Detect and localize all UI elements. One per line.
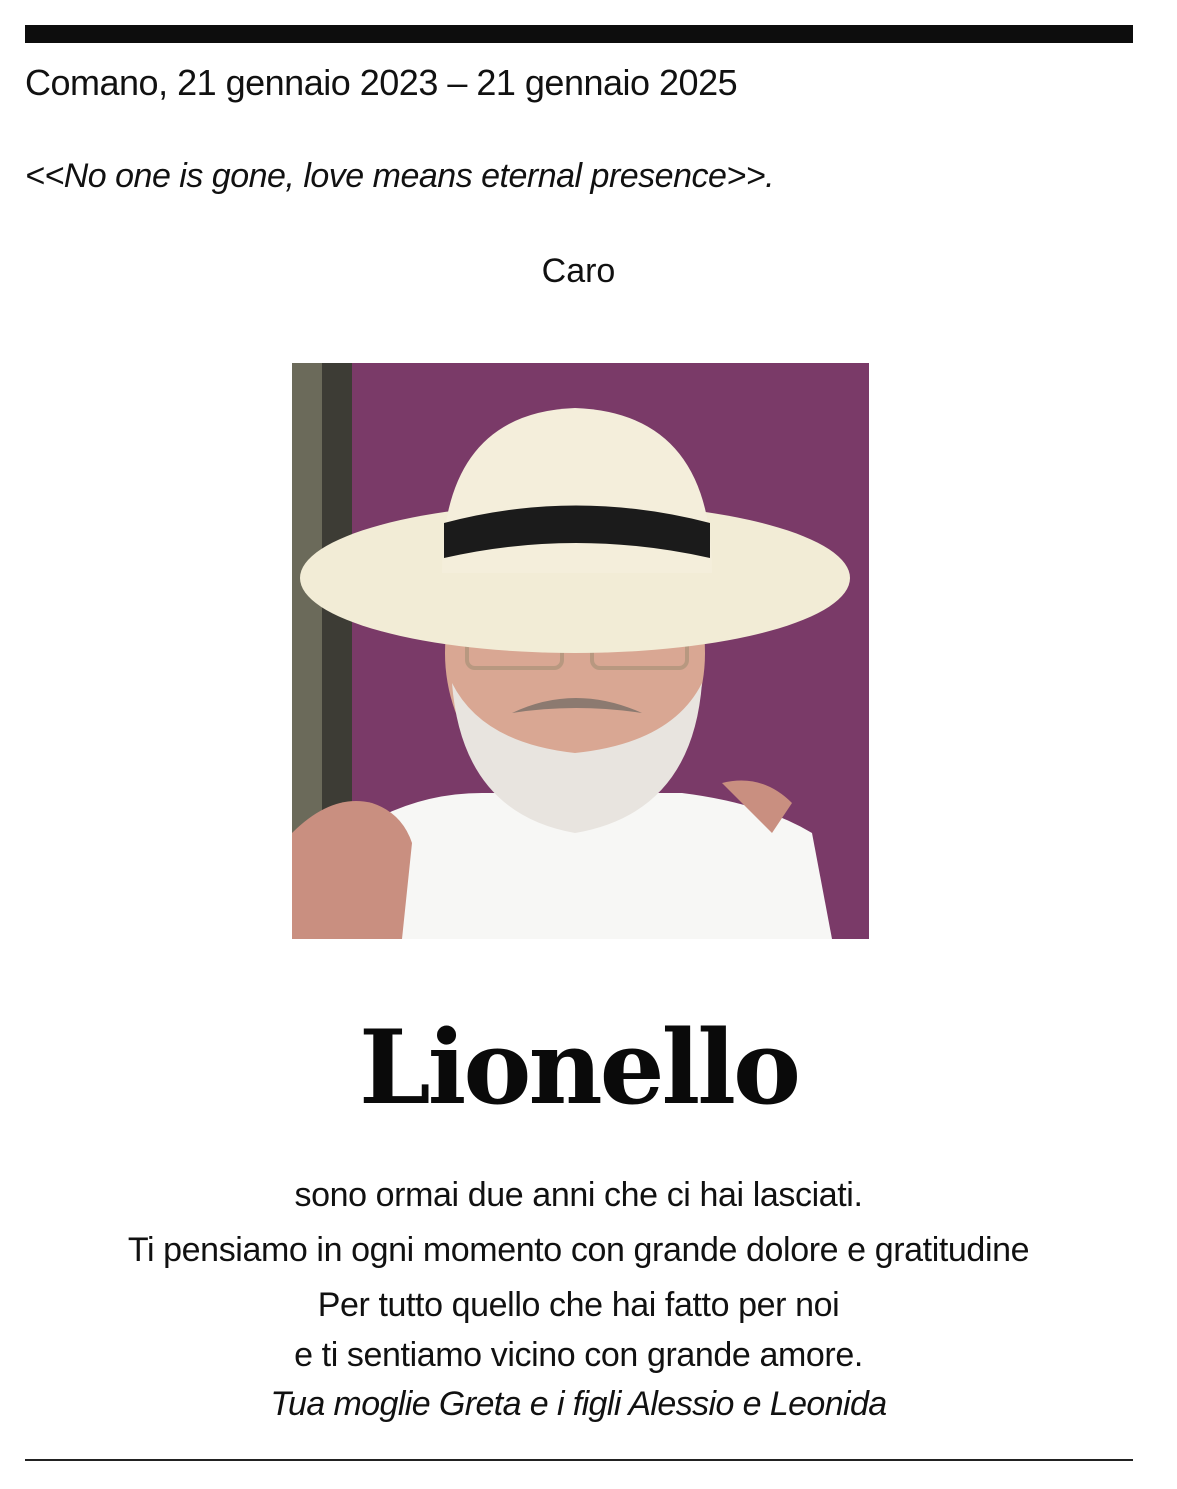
deceased-name: Lionello [358, 1008, 799, 1128]
message-line-1: sono ormai due anni che ci hai lasciati. [294, 1176, 863, 1214]
top-rule [25, 25, 1133, 43]
quote: <<No one is gone, love means eternal presence>>. [25, 157, 775, 195]
message-line-4: e ti sentiamo vicino con grande amore. [294, 1336, 863, 1374]
signature: Tua moglie Greta e i figli Alessio e Leonida [270, 1385, 887, 1423]
salutation: Caro [541, 252, 616, 290]
bottom-rule [25, 1459, 1133, 1461]
message-block [0, 1168, 1157, 1432]
portrait-photo [292, 363, 869, 939]
dateline: Comano, 21 gennaio 2023 – 21 gennaio 2025 [25, 62, 738, 103]
message-line-3: Per tutto quello che hai fatto per noi [317, 1286, 840, 1324]
message-line-2: Ti pensiamo in ogni momento con grande dolore e gratitudine [127, 1231, 1030, 1269]
